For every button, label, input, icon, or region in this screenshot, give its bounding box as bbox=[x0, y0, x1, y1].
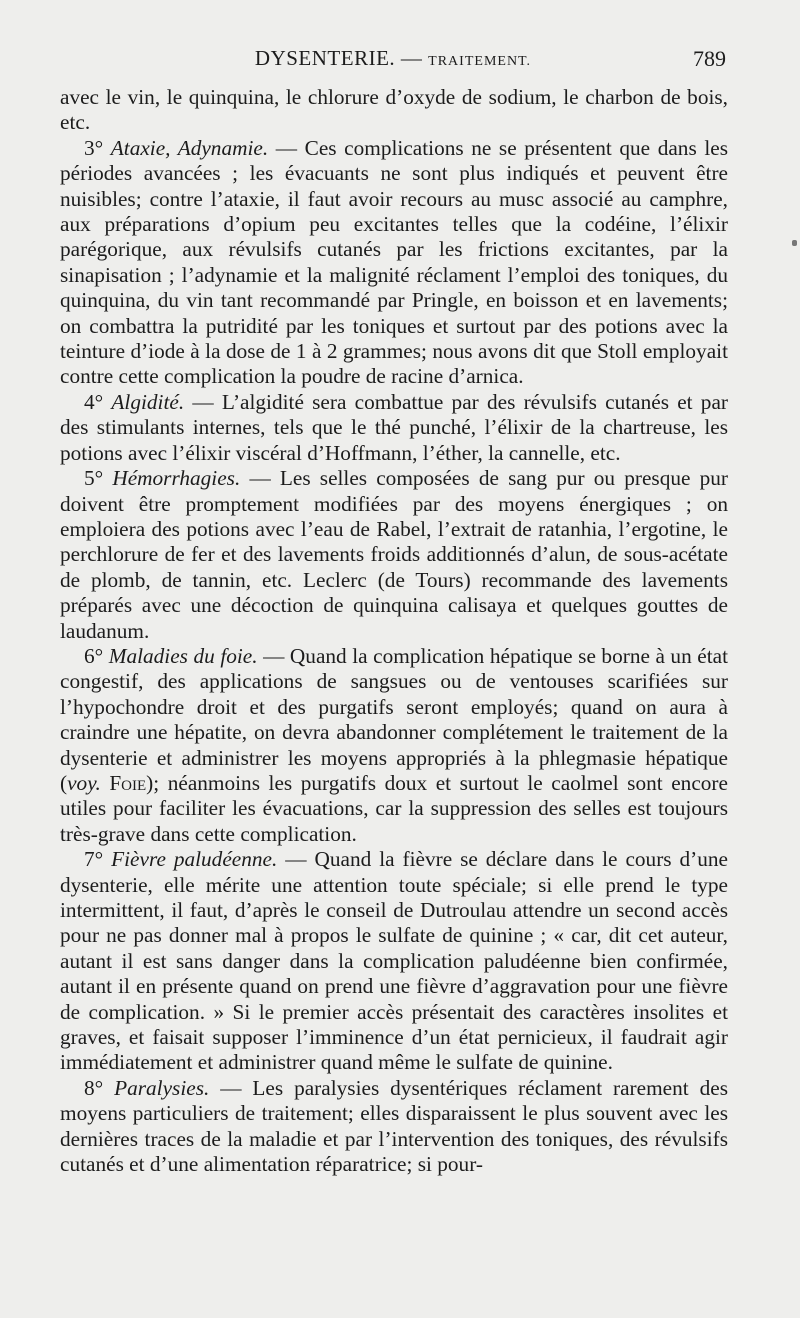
paragraph-ataxie bbox=[60, 136, 728, 390]
paragraph-text: — Quand la complication hépatique se borne à un état congestif, des applications de sangsues ou de ventouses scarifiées sur l’hypochondre droit et des purgatifs seront employés; quand on aura à craindre une hépatite, on devra abandonner complétement le traitement de la dysenterie et administrer les moyens appropriés à la phlegmasie hépatique ( bbox=[60, 643, 728, 795]
running-header bbox=[60, 46, 726, 76]
item-number: 6° bbox=[84, 643, 109, 668]
paragraph-text: avec le vin, le quinquina, le chlorure d’oxyde de sodium, le charbon de bois, etc. bbox=[60, 85, 728, 135]
item-heading: Ataxie, Adynamie. bbox=[110, 135, 269, 160]
paragraph-hemorrhagies bbox=[60, 466, 728, 644]
item-heading: Hémorrhagies. bbox=[112, 466, 241, 491]
paragraph-continuation bbox=[60, 85, 728, 136]
paragraph-paralysies bbox=[60, 1076, 728, 1178]
item-number: 8° bbox=[84, 1075, 115, 1100]
item-heading: Fièvre paludéenne. bbox=[111, 847, 278, 872]
paragraph-text: — L’algidité sera combattue par des révulsifs cutanés et par des stimulants internes, tels que le thé punché, l’élixir de la chartreuse, les potions avec l’élixir viscéral d’Hoffmann, l’éther, la cannelle, etc. bbox=[60, 389, 728, 465]
paragraph-text: — Ces complications ne se présentent que dans les périodes avancées ; les évacuants ne sont plus indiqués et peuvent être nuisibles; contre l’ataxie, il faut avoir recours au musc associé au camphre, aux préparations d’opium peu excitantes telles que la codéine, l’élixir parégorique, aux révulsifs cutanés par les frictions excitantes, par la sinapisation ; l’adynamie et la malignité réclament l’emploi des toniques, du quinquina, du vin tant recommandé par Pringle, en boisson et en lavements; on combattra la putridité par les toniques et surtout par des potions avec la teinture d’iode à la dose de 1 à 2 grammes; nous avons dit que Stoll employait contre cette complication la poudre de racine d’arnica. bbox=[60, 135, 728, 389]
margin-speck bbox=[792, 240, 797, 246]
paragraph-text: — Quand la fièvre se déclare dans le cours d’une dysenterie, elle mérite une attention toute spéciale; si elle prend le type intermittent, il faut, d’après le conseil de Dutroulau attendre un second accès pour ne pas donner mal à propos le sulfate de quinine ; « car, dit cet auteur, autant il est sans danger dans la complication paludéenne bien confirmée, autant il en présente quand on prend une fièvre d’aggravation pour une fièvre de complication. » Si le premier accès présentait des caractères insolites et graves, et faisait supposer l’imminence d’un état pernicieux, il faudrait agir immédiatement et administrer quand même le sulfate de quinine. bbox=[60, 847, 728, 1075]
body-text bbox=[60, 85, 728, 1177]
cross-reference-voy: voy. bbox=[67, 770, 101, 795]
paragraph-maladies-du-foie bbox=[60, 644, 728, 847]
item-number: 7° bbox=[84, 847, 112, 872]
running-title-main: DYSENTERIE. — bbox=[254, 46, 429, 70]
item-heading: Paralysies. bbox=[114, 1075, 210, 1100]
paragraph-text: — Les paralysies dysentériques réclament rarement des moyens particuliers de traitement; elles disparaissent le plus souvent avec les dernières traces de la maladie et par l’intervention des toniques, des révulsifs cutanés et d’une alimentation réparatrice; si pour- bbox=[60, 1075, 728, 1177]
cross-reference-foie: Foie bbox=[100, 770, 147, 795]
item-heading: Algidité. bbox=[111, 389, 185, 414]
running-title bbox=[60, 46, 726, 71]
paragraph-text: — Les selles composées de sang pur ou presque pur doivent être promptement modifiées par des moyens énergiques ; on emploiera des potions avec l’eau de Rabel, l’extrait de ratanhia, l’ergotine, le perchlorure de fer et des lavements froids additionnés d’alun, de sous-acétate de plomb, de tannin, etc. Leclerc (de Tours) recommande des lavements préparés avec une décoction de quinquina calisaya et quelques gouttes de laudanum. bbox=[60, 466, 728, 643]
page-number: 789 bbox=[693, 46, 726, 71]
item-number: 3° bbox=[84, 135, 111, 160]
paragraph-fievre-paludeenne bbox=[60, 847, 728, 1076]
item-number: 5° bbox=[84, 466, 113, 491]
item-number: 4° bbox=[84, 389, 112, 414]
paragraph-text-continued: ); néanmoins les purgatifs doux et surtout le caolmel sont encore utiles pour faciliter les évacuations, car la suppression des selles est toujours très-grave dans cette complication. bbox=[60, 770, 728, 846]
paragraph-algidite bbox=[60, 390, 728, 466]
item-heading: Maladies du foie. bbox=[108, 643, 258, 668]
running-title-sub: TRAITEMENT. bbox=[428, 54, 532, 69]
